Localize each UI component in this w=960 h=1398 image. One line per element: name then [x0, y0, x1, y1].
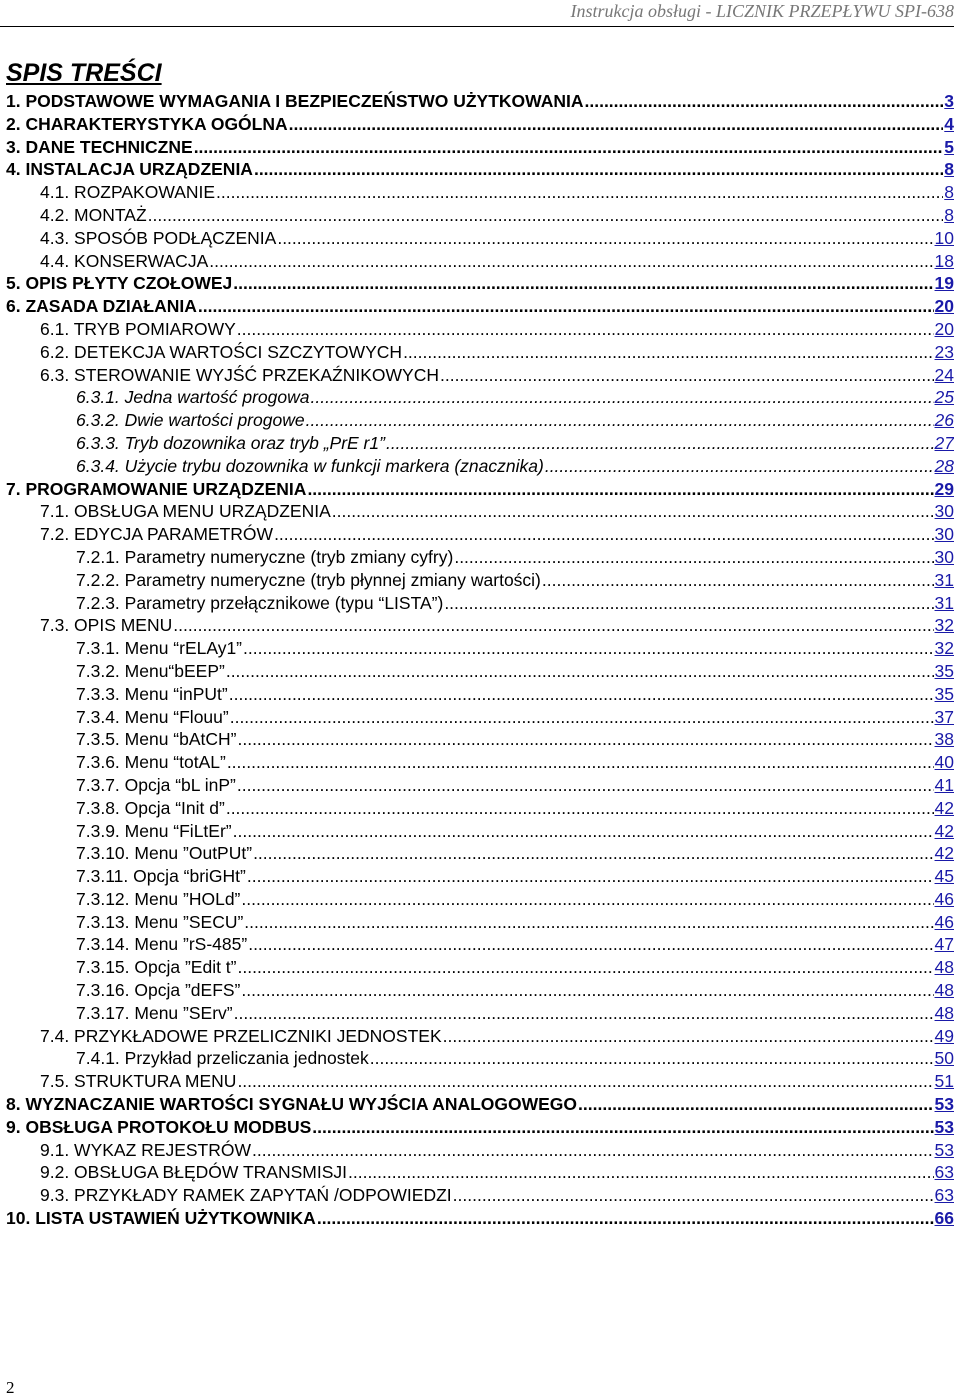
toc-entry[interactable]: 7.4. PRZYKŁADOWE PRZELICZNIKI JEDNOSTEK ..... 49 — [6, 1025, 954, 1048]
toc-entry[interactable]: 6.3.1. Jedna wartość progowa ..... 25 — [6, 386, 954, 409]
toc-page-link: 31 — [934, 592, 954, 613]
toc-page-link: 66 — [934, 1208, 954, 1229]
toc-page-link: 37 — [934, 706, 954, 727]
toc-entry[interactable]: 7.3.11. Opcja “briGHt” ..... 45 — [6, 865, 954, 888]
toc-page-link: 42 — [934, 797, 954, 818]
toc-entry[interactable]: 6.3.2. Dwie wartości progowe ..... 26 — [6, 409, 954, 432]
toc-page-link: 35 — [934, 683, 954, 704]
toc-page-link: 25 — [934, 387, 954, 408]
toc-entry[interactable]: 7.2.2. Parametry numeryczne (tryb płynnej zmiany wartości) ..... 31 — [6, 569, 954, 592]
toc-entry[interactable]: 7.5. STRUKTURA MENU ..... 51 — [6, 1070, 954, 1093]
toc-page-link: 63 — [934, 1185, 954, 1206]
toc-page-link: 26 — [934, 410, 954, 431]
toc-entry[interactable]: 6.3.4. Użycie trybu dozownika w funkcji markera (znacznika) ..... 28 — [6, 455, 954, 478]
toc-page-link: 53 — [934, 1094, 954, 1115]
toc-page-link: 63 — [934, 1162, 954, 1183]
toc-entry[interactable]: 7.3.8. Opcja “Init d” ..... 42 — [6, 797, 954, 820]
page-number: 2 — [6, 1378, 15, 1397]
toc-page-link: 38 — [934, 729, 954, 750]
toc-entry[interactable]: 7.3.4. Menu “Flouu” ..... 37 — [6, 706, 954, 729]
toc-entry[interactable]: 7.3.13. Menu ”SECU” ..... 46 — [6, 911, 954, 934]
toc-entry[interactable]: 7.3.2. Menu“bEEP” ..... 35 — [6, 660, 954, 683]
toc-page-link: 35 — [934, 660, 954, 681]
toc-page-link: 48 — [934, 980, 954, 1001]
toc-entry[interactable]: 7.3.5. Menu “bAtCH” ..... 38 — [6, 728, 954, 751]
toc-page-link: 32 — [934, 615, 954, 636]
toc-entry[interactable]: 2. CHARAKTERYSTYKA OGÓLNA ..... 4 — [6, 113, 954, 136]
toc-page-link: 45 — [934, 866, 954, 887]
toc-entry[interactable]: 7.3.3. Menu “inPUt” ..... 35 — [6, 683, 954, 706]
toc-entry[interactable]: 9.3. PRZYKŁADY RAMEK ZAPYTAŃ /ODPOWIEDZI ..... 63 — [6, 1184, 954, 1207]
toc-entry[interactable]: 7.3.14. Menu ”rS-485” ..... 47 — [6, 933, 954, 956]
toc-entry[interactable]: 4.3. SPOSÓB PODŁĄCZENIA ..... 10 — [6, 227, 954, 250]
toc-entry[interactable]: 7.3.9. Menu “FiLtEr” ..... 42 — [6, 820, 954, 843]
toc-page-link: 30 — [934, 546, 954, 567]
toc-entry[interactable]: 7.3.15. Opcja ”Edit t” ..... 48 — [6, 956, 954, 979]
toc-entry[interactable]: 6.3. STEROWANIE WYJŚĆ PRZEKAŹNIKOWYCH ..... 24 — [6, 364, 954, 387]
toc-page-link: 53 — [934, 1116, 954, 1137]
toc-page-link: 5 — [944, 136, 954, 157]
toc-page-link: 30 — [934, 524, 954, 545]
toc-entry[interactable]: 10. LISTA USTAWIEŃ UŻYTKOWNIKA ..... 66 — [6, 1207, 954, 1230]
toc-entry[interactable]: 7.3.17. Menu ”SErv” ..... 48 — [6, 1002, 954, 1025]
toc-entry[interactable]: 7.3. OPIS MENU ..... 32 — [6, 614, 954, 637]
toc-entry[interactable]: 7.2.1. Parametry numeryczne (tryb zmiany cyfry) ..... 30 — [6, 546, 954, 569]
toc-page-link: 4 — [944, 113, 954, 134]
toc-entry[interactable]: 9. OBSŁUGA PROTOKOŁU MODBUS ..... 53 — [6, 1116, 954, 1139]
toc-entry[interactable]: 4. INSTALACJA URZĄDZENIA ..... 8 — [6, 158, 954, 181]
toc-entry[interactable]: 7.3.1. Menu “rELAy1” ..... 32 — [6, 637, 954, 660]
toc-page-link: 50 — [934, 1048, 954, 1069]
toc-entry[interactable]: 9.1. WYKAZ REJESTRÓW ..... 53 — [6, 1139, 954, 1162]
toc-entry[interactable]: 7.3.6. Menu “totAL” ..... 40 — [6, 751, 954, 774]
toc-page-link: 47 — [934, 934, 954, 955]
toc-page-link: 10 — [934, 227, 954, 248]
toc-entry[interactable]: 7.3.10. Menu ”OutPUt” ..... 42 — [6, 842, 954, 865]
toc-entry[interactable]: 4.4. KONSERWACJA ..... 18 — [6, 250, 954, 273]
toc-entry[interactable]: 8. WYZNACZANIE WARTOŚCI SYGNAŁU WYJŚCIA ANALOGOWEGO ..... 53 — [6, 1093, 954, 1116]
page-header — [0, 0, 954, 27]
toc-page-link: 24 — [934, 364, 954, 385]
toc-page-link: 46 — [934, 888, 954, 909]
toc-entry[interactable]: 6.2. DETEKCJA WARTOŚCI SZCZYTOWYCH ..... 23 — [6, 341, 954, 364]
toc-page-link: 32 — [934, 638, 954, 659]
toc-entry[interactable]: 7.2.3. Parametry przełącznikowe (typu “LISTA”) ..... 31 — [6, 592, 954, 615]
toc-entry[interactable]: 7.4.1. Przykład przeliczania jednostek ..... 50 — [6, 1047, 954, 1070]
toc-page-link: 20 — [934, 318, 954, 339]
toc-page-link: 48 — [934, 1002, 954, 1023]
toc-entry[interactable]: 7.2. EDYCJA PARAMETRÓW ..... 30 — [6, 523, 954, 546]
toc-page-link: 53 — [934, 1139, 954, 1160]
toc-entry[interactable]: 4.1. ROZPAKOWANIE ..... 8 — [6, 181, 954, 204]
toc-page-link: 31 — [934, 569, 954, 590]
toc-entry[interactable]: 5. OPIS PŁYTY CZOŁOWEJ ..... 19 — [6, 272, 954, 295]
toc-entry[interactable]: 7. PROGRAMOWANIE URZĄDZENIA ..... 29 — [6, 478, 954, 501]
toc-page-link: 46 — [934, 911, 954, 932]
toc-page-link: 51 — [934, 1071, 954, 1092]
toc-page-link: 8 — [944, 204, 954, 225]
toc-entry[interactable]: 4.2. MONTAŻ ..... 8 — [6, 204, 954, 227]
toc-entry[interactable]: 6.1. TRYB POMIAROWY ..... 20 — [6, 318, 954, 341]
toc-entry[interactable]: 7.3.16. Opcja ”dEFS” ..... 48 — [6, 979, 954, 1002]
toc-title: SPIS TREŚCI — [6, 59, 162, 87]
toc-entry[interactable]: 6. ZASADA DZIAŁANIA ..... 20 — [6, 295, 954, 318]
toc-page-link: 8 — [944, 182, 954, 203]
table-of-contents — [6, 90, 954, 1230]
toc-page-link: 29 — [934, 478, 954, 499]
toc-page-link: 41 — [934, 774, 954, 795]
toc-page-link: 27 — [934, 432, 954, 453]
toc-page-link: 48 — [934, 957, 954, 978]
toc-page-link: 30 — [934, 501, 954, 522]
toc-page-link: 42 — [934, 843, 954, 864]
toc-entry[interactable]: 7.1. OBSŁUGA MENU URZĄDZENIA ..... 30 — [6, 500, 954, 523]
toc-entry[interactable]: 9.2. OBSŁUGA BŁĘDÓW TRANSMISJI ..... 63 — [6, 1161, 954, 1184]
toc-page-link: 40 — [934, 752, 954, 773]
toc-page-link: 49 — [934, 1025, 954, 1046]
toc-entry[interactable]: 7.3.12. Menu ”HOLd” ..... 46 — [6, 888, 954, 911]
toc-page-link: 20 — [934, 296, 954, 317]
toc-page-link: 3 — [944, 91, 954, 111]
toc-page-link: 18 — [934, 250, 954, 271]
toc-page-link: 8 — [944, 159, 954, 180]
toc-entry[interactable]: 1. PODSTAWOWE WYMAGANIA I BEZPIECZEŃSTWO UŻYTKOWANIA ..... 3 — [6, 90, 954, 113]
toc-entry[interactable]: 3. DANE TECHNICZNE ..... 5 — [6, 136, 954, 159]
toc-page-link: 28 — [934, 455, 954, 476]
toc-entry[interactable]: 7.3.7. Opcja “bL inP” ..... 41 — [6, 774, 954, 797]
header-title: Instrukcja obsługi - LICZNIK PRZEPŁYWU SPI-638 — [570, 1, 954, 21]
toc-entry[interactable]: 6.3.3. Tryb dozownika oraz tryb „PrE r1” ..... 27 — [6, 432, 954, 455]
toc-page-link: 19 — [934, 273, 954, 294]
toc-page-link: 42 — [934, 820, 954, 841]
toc-page-link: 23 — [934, 341, 954, 362]
